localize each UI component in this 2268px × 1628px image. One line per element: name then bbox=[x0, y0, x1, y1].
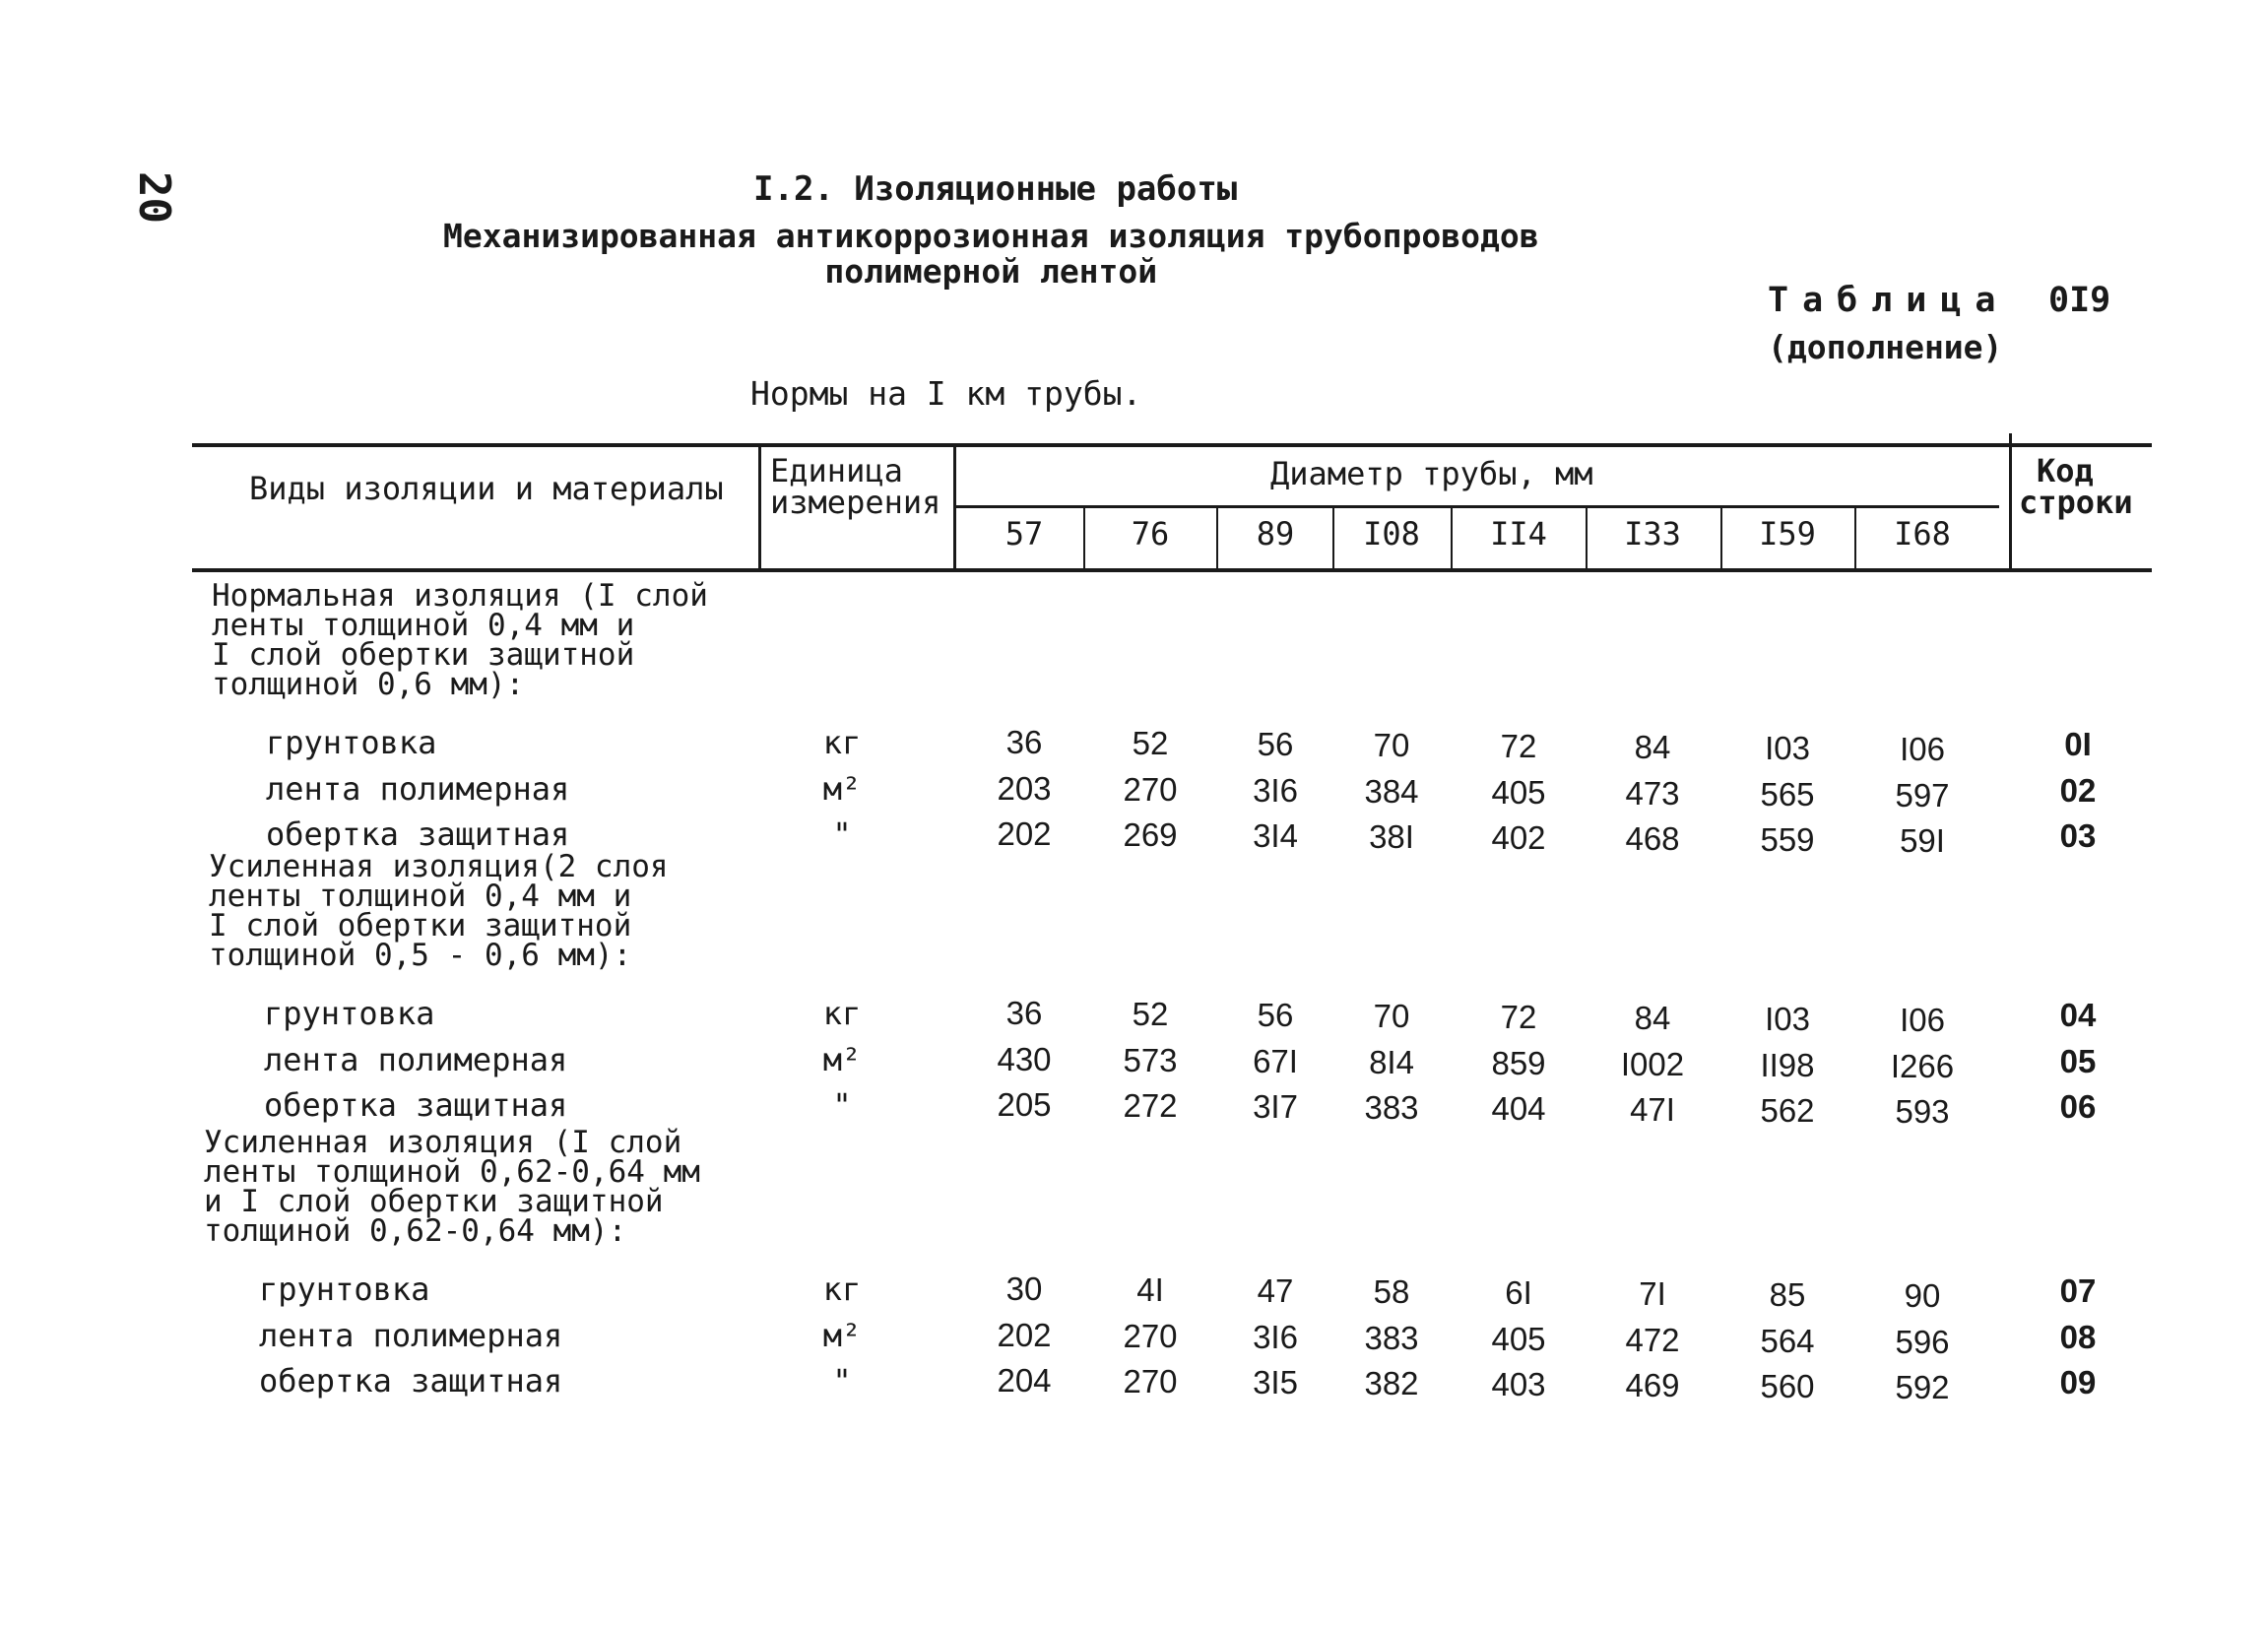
diameter-subheader-rule bbox=[955, 505, 1999, 508]
row-unit: " bbox=[832, 1362, 852, 1400]
table-top-rule bbox=[192, 443, 2152, 447]
table-number: 0I9 bbox=[2048, 281, 2111, 320]
row-value: 47I bbox=[1630, 1091, 1675, 1128]
diam-divider-6 bbox=[1720, 507, 1722, 569]
row-name: лента полимерная bbox=[266, 770, 570, 808]
row-name: лента полимерная bbox=[259, 1317, 563, 1354]
row-value: I266 bbox=[1890, 1048, 1955, 1084]
row-value: I06 bbox=[1900, 1002, 1945, 1038]
row-value: II98 bbox=[1760, 1047, 1815, 1083]
row-value: 205 bbox=[997, 1086, 1052, 1123]
row-unit: м² bbox=[822, 1041, 862, 1078]
row-value: 270 bbox=[1123, 1363, 1178, 1400]
group-title-line: толщиной 0,6 мм): bbox=[212, 667, 525, 702]
row-value: 403 bbox=[1491, 1366, 1546, 1402]
row-value: 8I4 bbox=[1369, 1044, 1414, 1080]
row-value: 559 bbox=[1760, 821, 1815, 858]
row-name: грунтовка bbox=[266, 724, 437, 761]
norms-caption: Нормы на I км трубы. bbox=[750, 374, 1142, 413]
row-name: обертка защитная bbox=[259, 1362, 563, 1400]
row-name: обертка защитная bbox=[266, 815, 570, 853]
row-code: 06 bbox=[2059, 1088, 2097, 1125]
row-value: 84 bbox=[1634, 1000, 1671, 1036]
row-unit: м² bbox=[822, 1317, 862, 1354]
row-value: 597 bbox=[1895, 777, 1950, 814]
col-divider-code bbox=[2009, 433, 2012, 570]
diameter-header: I59 bbox=[1759, 515, 1816, 553]
header-code-line-2: строки bbox=[2019, 484, 2133, 521]
row-value: I03 bbox=[1765, 1001, 1810, 1037]
row-value: 564 bbox=[1760, 1323, 1815, 1359]
row-value: 469 bbox=[1625, 1367, 1680, 1403]
diameter-header: 76 bbox=[1131, 515, 1170, 553]
row-value: 383 bbox=[1364, 1320, 1419, 1356]
row-value: 3I7 bbox=[1253, 1088, 1298, 1125]
subtitle bbox=[443, 219, 1539, 290]
row-value: 3I6 bbox=[1253, 1319, 1298, 1355]
row-value: 404 bbox=[1491, 1090, 1546, 1127]
subtitle-line-1: Механизированная антикоррозионная изоляция трубопроводов bbox=[443, 217, 1539, 255]
diameter-header: I08 bbox=[1363, 515, 1420, 553]
diam-divider-7 bbox=[1854, 507, 1856, 569]
group-title bbox=[204, 1125, 700, 1249]
row-value: 36 bbox=[1005, 995, 1043, 1031]
row-code: 04 bbox=[2059, 997, 2097, 1033]
row-value: 58 bbox=[1373, 1273, 1410, 1310]
row-code: 03 bbox=[2059, 817, 2097, 854]
row-code: 05 bbox=[2059, 1043, 2097, 1079]
row-value: 84 bbox=[1634, 729, 1671, 765]
row-value: 382 bbox=[1364, 1365, 1419, 1401]
row-value: 85 bbox=[1769, 1276, 1806, 1313]
row-value: 573 bbox=[1123, 1042, 1178, 1078]
diam-divider-1 bbox=[1083, 507, 1085, 569]
row-unit: м² bbox=[822, 770, 862, 808]
row-value: 52 bbox=[1132, 725, 1169, 761]
row-value: I002 bbox=[1620, 1046, 1685, 1082]
row-value: 202 bbox=[997, 1317, 1052, 1353]
table-header-bottom-rule bbox=[192, 568, 2152, 572]
group-title-line: Нормальная изоляция (I слой bbox=[212, 578, 708, 614]
row-value: 72 bbox=[1500, 999, 1537, 1035]
col-divider-diameter bbox=[953, 445, 956, 570]
row-value: I03 bbox=[1765, 730, 1810, 766]
diam-divider-5 bbox=[1586, 507, 1588, 569]
row-value: 472 bbox=[1625, 1322, 1680, 1358]
group-title-line: и I слой обертки защитной bbox=[204, 1184, 664, 1219]
row-value: 202 bbox=[997, 815, 1052, 852]
row-value: 3I6 bbox=[1253, 772, 1298, 809]
header-unit-line-2: измерения bbox=[770, 484, 941, 521]
row-value: 47 bbox=[1257, 1272, 1294, 1309]
row-name: грунтовка bbox=[264, 995, 435, 1032]
diameter-header: 57 bbox=[1004, 515, 1044, 553]
row-value: 596 bbox=[1895, 1324, 1950, 1360]
row-value: 593 bbox=[1895, 1093, 1950, 1130]
row-unit: " bbox=[832, 1086, 852, 1124]
subtitle-line-2: полимерной лентой bbox=[824, 252, 1158, 291]
row-value: 3I5 bbox=[1253, 1364, 1298, 1400]
row-value: 52 bbox=[1132, 996, 1169, 1032]
row-value: 72 bbox=[1500, 728, 1537, 764]
row-value: 405 bbox=[1491, 1321, 1546, 1357]
header-materials: Виды изоляции и материалы bbox=[249, 470, 724, 507]
row-value: 38I bbox=[1369, 818, 1414, 855]
diameter-header: I33 bbox=[1624, 515, 1681, 553]
row-value: 203 bbox=[997, 770, 1052, 807]
row-value: 859 bbox=[1491, 1045, 1546, 1081]
row-value: 272 bbox=[1123, 1087, 1178, 1124]
row-unit: кг bbox=[822, 1270, 862, 1308]
row-value: 56 bbox=[1257, 997, 1294, 1033]
group-title-line: ленты толщиной 0,62-0,64 мм bbox=[204, 1154, 700, 1190]
row-value: 36 bbox=[1005, 724, 1043, 760]
row-value: 468 bbox=[1625, 820, 1680, 857]
row-code: 0I bbox=[2064, 726, 2092, 762]
section-title: I.2. Изоляционные работы bbox=[753, 169, 1238, 209]
row-value: 59I bbox=[1900, 822, 1945, 859]
diameter-header: II4 bbox=[1490, 515, 1547, 553]
row-value: 565 bbox=[1760, 776, 1815, 813]
header-unit-line-1: Единица bbox=[770, 452, 903, 489]
header-code-line-1: Код bbox=[2037, 452, 2094, 489]
row-value: 67I bbox=[1253, 1043, 1298, 1079]
row-unit: " bbox=[832, 815, 852, 853]
row-value: 56 bbox=[1257, 726, 1294, 762]
row-code: 02 bbox=[2059, 772, 2097, 809]
row-value: 405 bbox=[1491, 774, 1546, 811]
table-note: (дополнение) bbox=[1768, 328, 2003, 366]
row-name: грунтовка bbox=[259, 1270, 430, 1308]
diameter-header: I68 bbox=[1894, 515, 1951, 553]
row-value: 562 bbox=[1760, 1092, 1815, 1129]
group-title-line: ленты толщиной 0,4 мм и bbox=[212, 608, 635, 643]
row-value: 592 bbox=[1895, 1369, 1950, 1405]
row-value: 402 bbox=[1491, 819, 1546, 856]
group-title-line: I слой обертки защитной bbox=[212, 637, 635, 673]
table-label: Таблица bbox=[1768, 281, 2010, 320]
row-value: 90 bbox=[1904, 1277, 1941, 1314]
row-value: 473 bbox=[1625, 775, 1680, 812]
row-value: 30 bbox=[1005, 1270, 1043, 1307]
row-value: 269 bbox=[1123, 816, 1178, 853]
row-code: 07 bbox=[2059, 1272, 2097, 1309]
group-title-line: Усиленная изоляция (I слой bbox=[204, 1125, 682, 1160]
row-value: 70 bbox=[1373, 998, 1410, 1034]
row-value: I06 bbox=[1900, 731, 1945, 767]
row-value: 383 bbox=[1364, 1089, 1419, 1126]
row-value: 384 bbox=[1364, 773, 1419, 810]
group-title bbox=[212, 578, 708, 702]
header-diameter: Диаметр трубы, мм bbox=[1270, 455, 1593, 492]
page-number: 20 bbox=[128, 171, 179, 224]
row-value: 4I bbox=[1136, 1271, 1164, 1308]
row-value: 204 bbox=[997, 1362, 1052, 1399]
row-unit: кг bbox=[822, 995, 862, 1032]
row-value: 7I bbox=[1639, 1275, 1666, 1312]
row-value: 6I bbox=[1505, 1274, 1532, 1311]
row-value: 3I4 bbox=[1253, 817, 1298, 854]
group-title-line: I слой обертки защитной bbox=[209, 908, 632, 944]
group-title-line: толщиной 0,5 - 0,6 мм): bbox=[209, 938, 632, 973]
group-title bbox=[209, 849, 669, 973]
diam-divider-4 bbox=[1451, 507, 1453, 569]
col-divider-unit bbox=[758, 445, 761, 570]
row-value: 560 bbox=[1760, 1368, 1815, 1404]
row-value: 430 bbox=[997, 1041, 1052, 1077]
row-code: 08 bbox=[2059, 1319, 2097, 1355]
diameter-header: 89 bbox=[1256, 515, 1295, 553]
row-name: обертка защитная bbox=[264, 1086, 568, 1124]
row-value: 70 bbox=[1373, 727, 1410, 763]
group-title-line: толщиной 0,62-0,64 мм): bbox=[204, 1213, 627, 1249]
row-value: 270 bbox=[1123, 771, 1178, 808]
group-title-line: Усиленная изоляция(2 слоя bbox=[209, 849, 669, 884]
row-code: 09 bbox=[2059, 1364, 2097, 1400]
group-title-line: ленты толщиной 0,4 мм и bbox=[209, 879, 632, 914]
row-unit: кг bbox=[822, 724, 862, 761]
row-name: лента полимерная bbox=[264, 1041, 568, 1078]
row-value: 270 bbox=[1123, 1318, 1178, 1354]
